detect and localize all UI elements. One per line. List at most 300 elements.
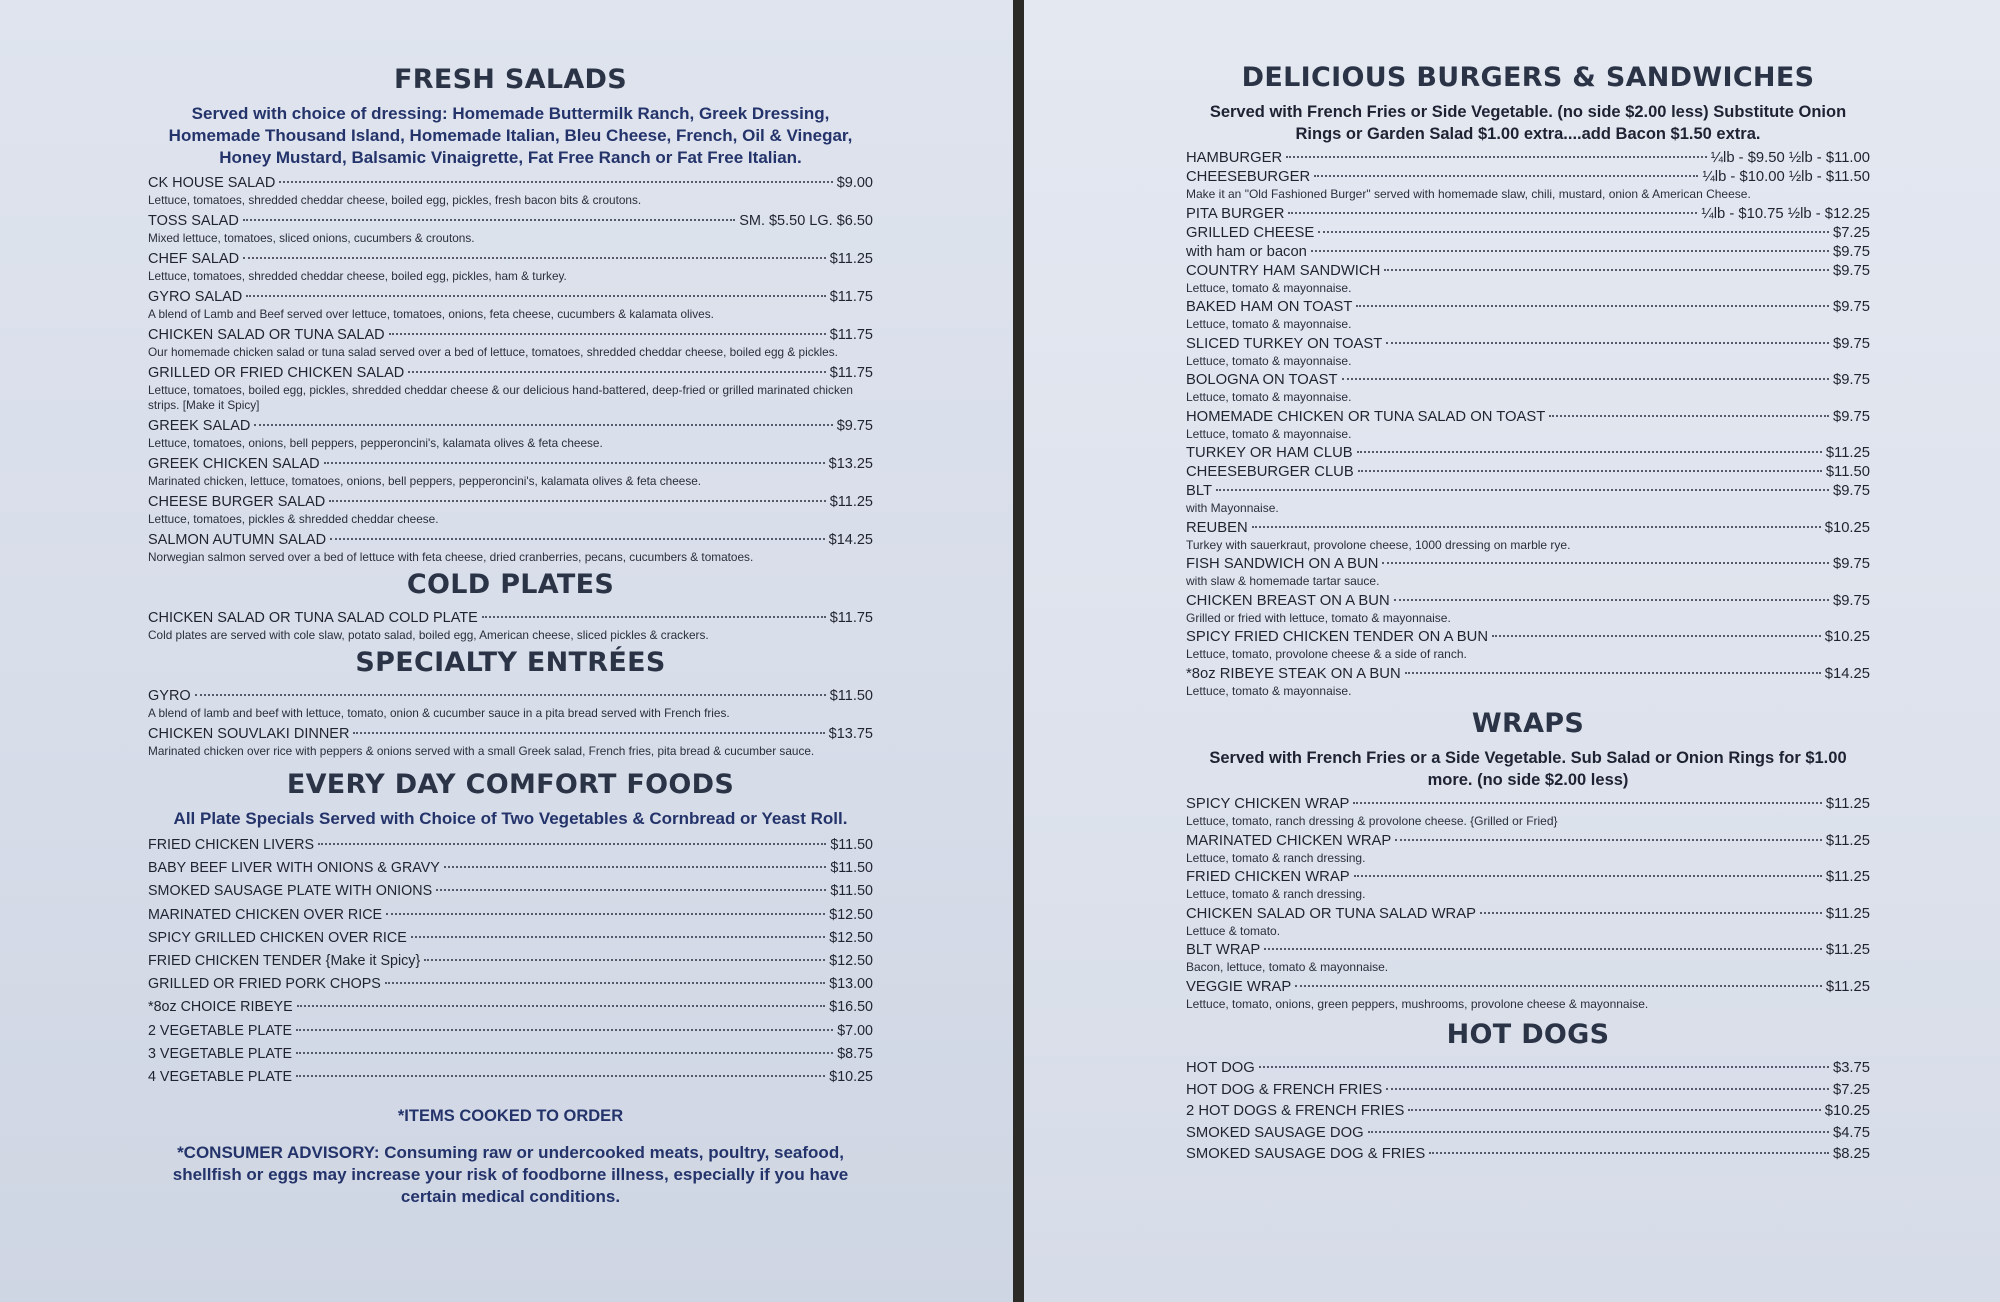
menu-item-row xyxy=(1186,168,1870,187)
menu-item-row xyxy=(1186,941,1870,960)
dot-leader xyxy=(297,1005,826,1007)
menu-item-price: $12.50 xyxy=(829,953,873,970)
menu-item-row xyxy=(1186,905,1870,924)
menu-item-name: *8oz CHOICE RIBEYE xyxy=(148,999,293,1016)
menu-item-row xyxy=(1186,243,1870,262)
comfort-foods-intro: All Plate Specials Served with Choice of Two Vegetables & Cornbread or Yeast Roll. xyxy=(173,809,848,828)
menu-item xyxy=(148,950,873,973)
menu-item-name: FRIED CHICKEN TENDER {Make it Spicy} xyxy=(148,953,421,970)
dot-leader xyxy=(1259,1066,1829,1068)
menu-item-row xyxy=(148,904,873,927)
dot-leader xyxy=(1286,156,1707,158)
menu-item-price: $12.50 xyxy=(829,929,873,946)
menu-item-description: Lettuce, tomatoes, shredded cheddar cheese, boiled egg, pickles, fresh bacon bits & croutons. xyxy=(148,193,642,207)
menu-item-price: $11.25 xyxy=(1825,942,1870,958)
menu-item-row xyxy=(1186,665,1870,684)
menu-item-price: $11.25 xyxy=(1825,905,1870,922)
menu-item-name: CHICKEN SALAD OR TUNA SALAD xyxy=(148,327,385,343)
cold-plates-title: COLD PLATES xyxy=(406,569,615,600)
menu-item xyxy=(1186,665,1870,699)
menu-item xyxy=(1186,1123,1870,1145)
cooked-to-order-note: *ITEMS COOKED TO ORDER xyxy=(397,1107,624,1126)
hot-dogs-list xyxy=(1186,1058,1870,1166)
dot-leader xyxy=(1314,175,1698,177)
menu-item-row xyxy=(148,1020,873,1043)
menu-item-name: VEGGIE WRAP xyxy=(1186,978,1292,995)
menu-item-name: 4 VEGETABLE PLATE xyxy=(148,1069,293,1086)
menu-item-price: $9.75 xyxy=(1832,556,1870,572)
dot-leader xyxy=(424,959,825,961)
menu-item-price: $9.75 xyxy=(1832,592,1870,609)
dot-leader xyxy=(1492,635,1821,637)
menu-item-row xyxy=(1186,555,1870,574)
menu-item-description: Turkey with sauerkraut, provolone cheese, 1000 dressing on marble rye. xyxy=(1186,537,1571,552)
menu-item-price: $13.00 xyxy=(829,976,873,993)
menu-item-name: COUNTRY HAM SANDWICH xyxy=(1186,262,1381,279)
wraps-intro: Served with French Fries or a Side Vegetable. Sub Salad or Onion Rings for $1.00 more. (no side $2.00 less) xyxy=(1209,749,1847,789)
menu-item-row xyxy=(148,996,873,1019)
dot-leader xyxy=(1429,1152,1829,1154)
menu-item-name: BAKED HAM ON TOAST xyxy=(1186,299,1353,315)
dot-leader xyxy=(296,1029,833,1031)
menu-item-description: Lettuce, tomatoes, onions, bell peppers, pepperoncini's, kalamata olives & feta cheese. xyxy=(148,436,603,450)
specialty-entrees-section xyxy=(148,647,873,759)
menu-item xyxy=(1186,795,1870,829)
menu-item-row xyxy=(1186,795,1870,814)
menu-item xyxy=(1186,978,1870,1012)
dot-leader xyxy=(1354,875,1822,877)
dot-leader xyxy=(1368,1131,1829,1133)
menu-item-price: $11.25 xyxy=(1825,978,1870,995)
menu-item xyxy=(1186,298,1870,332)
menu-item-name: BOLOGNA ON TOAST xyxy=(1186,372,1338,388)
menu-item xyxy=(1186,463,1870,482)
dot-leader xyxy=(408,371,825,373)
menu-item xyxy=(148,608,873,643)
menu-item-price: $9.75 xyxy=(836,418,873,434)
menu-item-name: GREEK SALAD xyxy=(148,418,251,434)
menu-item-description: Our homemade chicken salad or tuna salad served over a bed of lettuce, tomatoes, shredded cheddar cheese, boiled egg & pickles. xyxy=(148,345,838,359)
dot-leader xyxy=(1264,948,1822,950)
menu-item-row xyxy=(148,454,873,474)
menu-item-name: CHEESEBURGER CLUB xyxy=(1186,464,1354,480)
menu-item-description: Grilled or fried with lettuce, tomato & mayonnaise. xyxy=(1186,610,1451,625)
menu-item-name: CHICKEN BREAST ON A BUN xyxy=(1186,592,1390,609)
menu-item-price: ¼lb - $10.00 ½lb - $11.50 xyxy=(1702,169,1870,185)
menu-item xyxy=(1186,262,1870,296)
menu-item-name: SPICY FRIED CHICKEN TENDER ON A BUN xyxy=(1186,629,1489,645)
menu-item-row xyxy=(1186,832,1870,851)
menu-item-name: HOT DOG & FRENCH FRIES xyxy=(1186,1081,1383,1098)
menu-item-row xyxy=(1186,444,1870,463)
menu-item xyxy=(1186,941,1870,975)
menu-item xyxy=(148,904,873,927)
menu-item xyxy=(148,492,873,527)
menu-item-row xyxy=(1186,1101,1870,1123)
dot-leader xyxy=(318,843,826,845)
menu-item-description: Lettuce, tomato & mayonnaise. xyxy=(1186,426,1352,441)
menu-item-description: Lettuce, tomatoes, shredded cheddar cheese, boiled egg, pickles, ham & turkey. xyxy=(148,269,567,283)
dot-leader xyxy=(1358,470,1822,472)
menu-item xyxy=(1186,168,1870,202)
menu-item-price: $11.75 xyxy=(829,365,873,381)
menu-item-name: SPICY GRILLED CHICKEN OVER RICE xyxy=(148,929,407,946)
menu-item-row xyxy=(1186,519,1870,538)
menu-item-description: Mixed lettuce, tomatoes, sliced onions, cucumbers & croutons. xyxy=(148,231,475,245)
menu-item-description: Lettuce, tomato & mayonnaise. xyxy=(1186,683,1352,698)
menu-item-description: Lettuce, tomato & ranch dressing. xyxy=(1186,887,1366,901)
menu-item-price: $11.50 xyxy=(829,688,873,704)
menu-item-price: SM. $5.50 LG. $6.50 xyxy=(739,213,873,229)
menu-item-price: $11.50 xyxy=(1825,464,1870,480)
menu-item-price: $16.50 xyxy=(829,999,873,1016)
menu-item-row xyxy=(1186,1080,1870,1102)
specialty-entrees-list xyxy=(148,686,873,759)
menu-item xyxy=(1186,1101,1870,1123)
menu-item-row xyxy=(1186,463,1870,482)
menu-item xyxy=(148,1066,873,1089)
menu-item-description: A blend of lamb and beef with lettuce, tomato, onion & cucumber sauce in a pita bread served with French fries. xyxy=(148,706,730,720)
cold-plates-list xyxy=(148,608,873,643)
dot-leader xyxy=(1405,672,1821,674)
menu-item-description: Norwegian salmon served over a bed of lettuce with feta cheese, dried cranberries, pecans, cucumbers & tomatoes. xyxy=(148,550,754,564)
dot-leader xyxy=(1408,1109,1820,1111)
menu-item-row xyxy=(148,1066,873,1089)
menu-item-description: Marinated chicken over rice with peppers & onions served with a small Greek salad, French fries, pita bread & cucumber sauce. xyxy=(148,744,815,758)
menu-item-price: $11.25 xyxy=(829,251,873,267)
menu-item-name: TOSS SALAD xyxy=(148,213,239,229)
menu-item-row xyxy=(148,927,873,950)
menu-item-price: $9.75 xyxy=(1832,335,1870,352)
dot-leader xyxy=(1382,562,1829,564)
menu-item xyxy=(1186,555,1870,589)
menu-item xyxy=(1186,832,1870,866)
dot-leader xyxy=(1386,342,1829,344)
dot-leader xyxy=(1395,839,1822,841)
menu-item xyxy=(148,530,873,565)
menu-item xyxy=(1186,905,1870,939)
menu-item xyxy=(1186,371,1870,405)
wraps-title: WRAPS xyxy=(1471,708,1585,739)
menu-item-price: $8.75 xyxy=(837,1045,873,1062)
menu-item-name: SLICED TURKEY ON TOAST xyxy=(1186,335,1383,352)
menu-item-row xyxy=(1186,205,1870,224)
dot-leader xyxy=(386,913,825,915)
menu-item xyxy=(148,973,873,996)
menu-item xyxy=(148,249,873,284)
menu-item-name: GYRO SALAD xyxy=(148,289,243,305)
menu-item-row xyxy=(148,973,873,996)
comfort-foods-list xyxy=(148,834,873,1089)
menu-item-price: $12.50 xyxy=(829,906,873,923)
menu-item-price: $4.75 xyxy=(1832,1124,1870,1141)
menu-item-name: HOMEMADE CHICKEN OR TUNA SALAD ON TOAST xyxy=(1186,408,1546,425)
burgers-sandwiches-section xyxy=(1186,62,1870,698)
menu-item-description: Lettuce, tomato & mayonnaise. xyxy=(1186,317,1352,331)
menu-item xyxy=(148,880,873,903)
menu-item-name: SMOKED SAUSAGE PLATE WITH ONIONS xyxy=(148,883,433,900)
comfort-foods-section xyxy=(148,769,873,1208)
fresh-salads-title: FRESH SALADS xyxy=(393,64,628,95)
menu-item-row xyxy=(148,173,873,193)
menu-item-row xyxy=(148,686,873,706)
menu-item-price: $11.50 xyxy=(830,837,873,853)
menu-item xyxy=(148,1020,873,1043)
dot-leader xyxy=(324,462,825,464)
menu-item-row xyxy=(1186,298,1870,317)
menu-item xyxy=(1186,408,1870,442)
fresh-salads-section xyxy=(148,64,873,565)
menu-item-row xyxy=(148,950,873,973)
menu-item-price: $10.25 xyxy=(829,1069,873,1086)
menu-item xyxy=(148,996,873,1019)
menu-item-row xyxy=(1186,868,1870,887)
menu-item xyxy=(1186,592,1870,626)
burgers-sandwiches-list xyxy=(1186,149,1870,698)
menu-item xyxy=(1186,519,1870,553)
menu-item-row xyxy=(148,530,873,550)
menu-item-name: 3 VEGETABLE PLATE xyxy=(148,1045,293,1062)
menu-item-name: BABY BEEF LIVER WITH ONIONS & GRAVY xyxy=(148,860,440,877)
menu-item-row xyxy=(1186,978,1870,997)
menu-item-name: BLT xyxy=(1186,483,1213,499)
menu-item-name: FRIED CHICKEN LIVERS xyxy=(148,837,315,853)
menu-item-description: Marinated chicken, lettuce, tomatoes, onions, bell peppers, pepperoncini's, kalamata olives & feta cheese. xyxy=(148,474,702,488)
menu-item-price: $9.75 xyxy=(1832,483,1870,499)
menu-item-row xyxy=(1186,408,1870,427)
menu-item-description: Bacon, lettuce, tomato & mayonnaise. xyxy=(1186,960,1389,974)
specialty-entrees-title: SPECIALTY ENTRÉES xyxy=(355,647,666,678)
menu-item-name: GRILLED CHEESE xyxy=(1186,224,1315,241)
comfort-foods-title: EVERY DAY COMFORT FOODS xyxy=(286,769,735,800)
menu-item xyxy=(1186,628,1870,662)
dot-leader xyxy=(1353,802,1821,804)
menu-item-row xyxy=(1186,224,1870,243)
menu-item-row xyxy=(1186,149,1870,168)
menu-item-price: $13.25 xyxy=(828,456,873,472)
menu-item-price: $14.25 xyxy=(1824,665,1870,682)
dot-leader xyxy=(353,732,824,734)
dot-leader xyxy=(482,616,826,618)
menu-item-name: BLT WRAP xyxy=(1186,942,1261,958)
menu-item xyxy=(148,1043,873,1066)
menu-item-name: SPICY CHICKEN WRAP xyxy=(1186,796,1350,812)
menu-item xyxy=(1186,149,1870,168)
dot-leader xyxy=(1356,305,1829,307)
menu-item-row xyxy=(1186,628,1870,647)
menu-item-row xyxy=(1186,262,1870,281)
hot-dogs-title: HOT DOGS xyxy=(1446,1019,1610,1050)
menu-item-name: CHICKEN SOUVLAKI DINNER xyxy=(148,726,350,742)
menu-item-row xyxy=(148,880,873,903)
menu-item-description: Lettuce, tomato & mayonnaise. xyxy=(1186,390,1352,404)
menu-page-right xyxy=(1024,0,2000,1302)
menu-item-name: MARINATED CHICKEN WRAP xyxy=(1186,832,1392,849)
dot-leader xyxy=(444,866,826,868)
menu-item xyxy=(1186,1144,1870,1166)
menu-item xyxy=(1186,444,1870,463)
menu-item xyxy=(148,686,873,721)
menu-item-row xyxy=(1186,335,1870,354)
menu-item-price: $11.50 xyxy=(830,883,873,900)
menu-item-row xyxy=(1186,371,1870,390)
menu-item-description: Lettuce & tomato. xyxy=(1186,923,1281,938)
menu-item-description: Lettuce, tomato & mayonnaise. xyxy=(1186,353,1352,368)
menu-item-name: CHEESE BURGER SALAD xyxy=(148,494,326,510)
menu-item xyxy=(148,927,873,950)
dot-leader xyxy=(296,1052,833,1054)
menu-item xyxy=(1186,224,1870,243)
menu-item-row xyxy=(148,287,873,307)
menu-item-name: with ham or bacon xyxy=(1186,243,1307,260)
menu-item-price: $11.75 xyxy=(829,610,873,626)
menu-item-name: FISH SANDWICH ON A BUN xyxy=(1186,556,1379,572)
menu-item-name: SMOKED SAUSAGE DOG xyxy=(1186,1124,1364,1141)
menu-item-name: CK HOUSE SALAD xyxy=(148,175,276,191)
burgers-sandwiches-intro: Served with French Fries or Side Vegetable. (no side $2.00 less) Substitute Onion Rings or Garden Salad $1.00 extra....add Bacon $1.50 extra. xyxy=(1209,103,1847,143)
menu-item xyxy=(148,173,873,208)
dot-leader xyxy=(1295,985,1822,987)
menu-item-row xyxy=(1186,592,1870,611)
menu-item-name: GYRO xyxy=(148,688,191,704)
menu-item-price: $7.00 xyxy=(837,1022,873,1039)
menu-item-name: CHEF SALAD xyxy=(148,251,240,267)
menu-item-row xyxy=(148,492,873,512)
menu-item-row xyxy=(148,857,873,880)
menu-item-price: $11.25 xyxy=(1825,796,1870,812)
menu-item-description: Cold plates are served with cole slaw, potato salad, boiled egg, American cheese, sliced pickles & crackers. xyxy=(148,628,709,642)
menu-item-row xyxy=(148,608,873,628)
menu-item-price: $14.25 xyxy=(828,532,873,548)
menu-item-description: Make it an "Old Fashioned Burger" served with homemade slaw, chili, mustard, onion & American Cheese. xyxy=(1186,187,1751,201)
menu-item-name: MARINATED CHICKEN OVER RICE xyxy=(148,906,383,923)
menu-item-row xyxy=(1186,1144,1870,1166)
consumer-advisory-note: *CONSUMER ADVISORY: Consuming raw or undercooked meats, poultry, seafood, shellfish or eggs may increase your risk of foodborne illness, especially if you have certain medical conditions. xyxy=(172,1143,849,1207)
menu-item-price: $7.25 xyxy=(1832,1081,1870,1098)
menu-item xyxy=(148,857,873,880)
dot-leader xyxy=(436,889,826,891)
menu-item-price: $3.75 xyxy=(1832,1060,1870,1076)
menu-item xyxy=(1186,868,1870,902)
dot-leader xyxy=(1216,489,1829,491)
fresh-salads-intro: Served with choice of dressing: Homemade Buttermilk Ranch, Greek Dressing, Homemade Thousand Island, Homemade Italian, Bleu Cheese, French, Oil & Vinegar, Honey Mustard, Balsamic Vinaigrette, Fat Free Ranch or Fat Free Italian. xyxy=(168,104,853,167)
menu-item xyxy=(148,363,873,413)
dot-leader xyxy=(411,936,826,938)
menu-item xyxy=(1186,205,1870,224)
menu-item-name: SMOKED SAUSAGE DOG & FRIES xyxy=(1186,1146,1426,1162)
menu-item-description: Lettuce, tomatoes, pickles & shredded cheddar cheese. xyxy=(148,512,439,526)
menu-item-row xyxy=(1186,482,1870,501)
menu-item-price: $9.75 xyxy=(1832,408,1870,425)
menu-item-price: $11.25 xyxy=(1825,832,1870,849)
menu-item-row xyxy=(148,363,873,383)
menu-item-row xyxy=(148,834,873,857)
menu-notes xyxy=(148,1107,873,1208)
menu-item xyxy=(1186,1080,1870,1102)
dot-leader xyxy=(246,295,825,297)
menu-item-name: 2 VEGETABLE PLATE xyxy=(148,1022,293,1039)
cold-plates-section xyxy=(148,569,873,643)
menu-item-price: ¼lb - $10.75 ½lb - $12.25 xyxy=(1701,205,1870,222)
dot-leader xyxy=(1357,451,1822,453)
menu-item-price: ¼lb - $9.50 ½lb - $11.00 xyxy=(1710,150,1870,166)
menu-item-name: GREEK CHICKEN SALAD xyxy=(148,456,320,472)
menu-item-name: PITA BURGER xyxy=(1186,205,1285,222)
dot-leader xyxy=(296,1075,825,1077)
dot-leader xyxy=(1311,250,1829,252)
dot-leader xyxy=(1384,269,1829,271)
menu-item-description: Lettuce, tomato, onions, green peppers, mushrooms, provolone cheese & mayonnaise. xyxy=(1186,996,1649,1011)
menu-item xyxy=(148,211,873,246)
wraps-section xyxy=(1186,708,1870,1011)
menu-item-row xyxy=(148,211,873,231)
menu-item xyxy=(148,724,873,759)
menu-item-price: $10.25 xyxy=(1824,519,1870,536)
menu-item-price: $8.25 xyxy=(1832,1146,1870,1162)
dot-leader xyxy=(195,694,826,696)
burgers-sandwiches-title: DELICIOUS BURGERS & SANDWICHES xyxy=(1241,62,1815,93)
dot-leader xyxy=(1394,599,1829,601)
menu-item-price: $9.75 xyxy=(1832,262,1870,279)
menu-item-description: Lettuce, tomato, ranch dressing & provolone cheese. {Grilled or Fried} xyxy=(1186,814,1558,828)
menu-item-description: A blend of Lamb and Beef served over lettuce, tomatoes, onions, feta cheese, cucumbers & kalamata olives. xyxy=(148,307,714,321)
menu-item-name: 2 HOT DOGS & FRENCH FRIES xyxy=(1186,1103,1405,1119)
dot-leader xyxy=(1318,231,1829,233)
menu-item-description: Lettuce, tomato, provolone cheese & a side of ranch. xyxy=(1186,647,1467,661)
menu-item-price: $11.25 xyxy=(1825,869,1870,885)
dot-leader xyxy=(279,181,832,183)
menu-item xyxy=(148,416,873,451)
menu-item-price: $10.25 xyxy=(1824,1103,1870,1119)
dot-leader xyxy=(1342,378,1829,380)
menu-item-description: Lettuce, tomatoes, boiled egg, pickles, shredded cheddar cheese & our delicious hand-battered, deep-fried or grilled marinated chicken strips. [Make it Spicy] xyxy=(148,383,853,412)
menu-item-row xyxy=(148,724,873,744)
menu-item-name: HAMBURGER xyxy=(1186,150,1283,166)
menu-item xyxy=(148,834,873,857)
menu-item-row xyxy=(148,1043,873,1066)
fresh-salads-list xyxy=(148,173,873,565)
menu-item-price: $7.25 xyxy=(1832,224,1870,241)
menu-item-price: $9.75 xyxy=(1832,243,1870,260)
menu-item-name: HOT DOG xyxy=(1186,1060,1255,1076)
menu-item-description: Lettuce, tomato & mayonnaise. xyxy=(1186,280,1352,295)
menu-item-name: GRILLED OR FRIED PORK CHOPS xyxy=(148,976,381,993)
dot-leader xyxy=(1252,526,1821,528)
menu-item-price: $10.25 xyxy=(1824,629,1870,645)
menu-item-price: $11.25 xyxy=(829,494,873,510)
menu-item-price: $11.75 xyxy=(829,327,873,343)
menu-item-row xyxy=(1186,1058,1870,1080)
menu-item-price: $11.75 xyxy=(829,289,873,305)
menu-item xyxy=(1186,335,1870,369)
menu-item-row xyxy=(148,325,873,345)
menu-item xyxy=(148,287,873,322)
menu-item-price: $9.00 xyxy=(836,175,873,191)
menu-item xyxy=(148,454,873,489)
dot-leader xyxy=(385,982,826,984)
menu-item-row xyxy=(148,416,873,436)
menu-item xyxy=(148,325,873,360)
dot-leader xyxy=(243,219,735,221)
menu-item-name: FRIED CHICKEN WRAP xyxy=(1186,869,1350,885)
menu-item-row xyxy=(1186,1123,1870,1145)
dot-leader xyxy=(389,333,826,335)
dot-leader xyxy=(330,538,825,540)
menu-item-row xyxy=(148,249,873,269)
dot-leader xyxy=(254,424,832,426)
menu-item-price: $13.75 xyxy=(828,726,873,742)
menu-item-name: *8oz RIBEYE STEAK ON A BUN xyxy=(1186,665,1401,682)
